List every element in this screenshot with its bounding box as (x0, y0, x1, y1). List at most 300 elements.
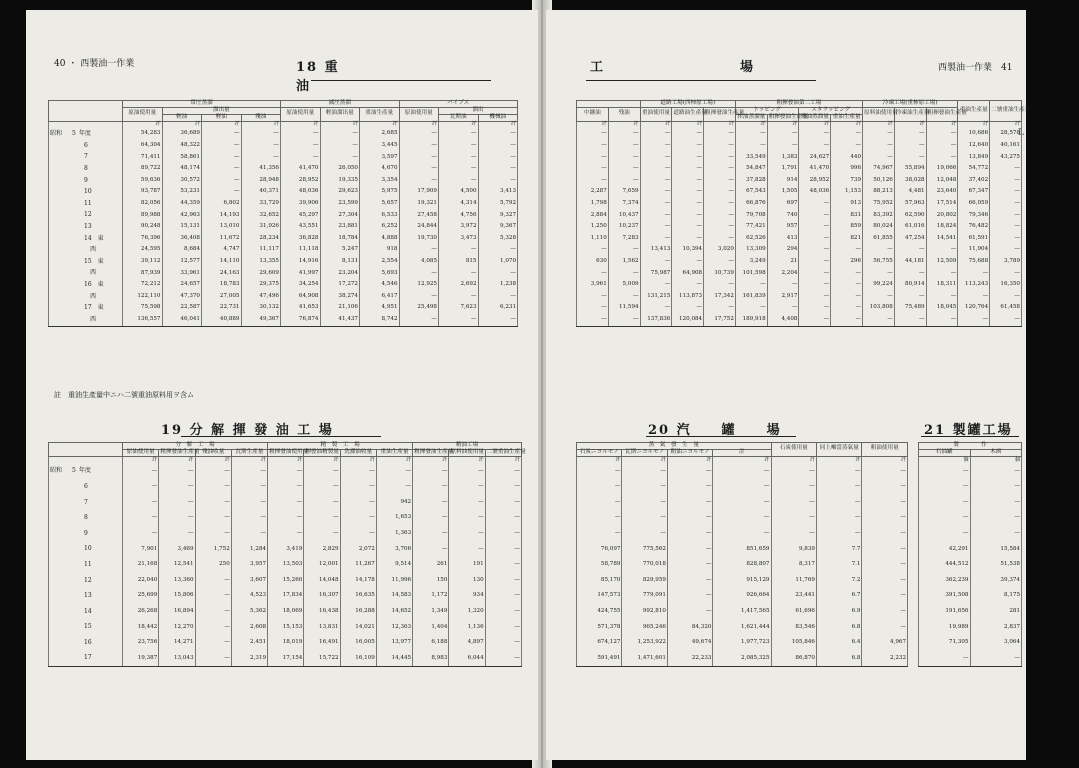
table-cell: 6.7 (816, 588, 861, 604)
table-cell: 1,653 (376, 511, 412, 527)
table-cell: — (281, 152, 321, 164)
table-cell: — (990, 233, 1022, 245)
table-cell: — (799, 140, 831, 152)
column-header: 洗滌油收量 (340, 449, 376, 456)
table-cell: 914 (767, 175, 799, 187)
table-cell: 5,792 (478, 198, 518, 210)
table-cell: — (735, 302, 767, 314)
table-cell: — (640, 221, 672, 233)
table-row (577, 314, 1022, 326)
table-cell: — (672, 140, 704, 152)
table-cell: 1,136 (449, 620, 485, 636)
column-header: 粗揮發油生產量 (704, 107, 736, 121)
year-cell (49, 651, 123, 667)
table-cell: 16,005 (340, 635, 376, 651)
table-cell: — (926, 129, 958, 141)
table-cell: 99,224 (863, 279, 895, 291)
plant-label: 東 (97, 257, 104, 265)
table-cell: — (413, 479, 449, 495)
table-cell: — (970, 479, 1022, 495)
table-cell: 4,314 (439, 198, 479, 210)
table-cell: 3,249 (735, 256, 767, 268)
table-cell: — (195, 588, 231, 604)
unit-row (577, 456, 908, 464)
year-label: 10 (84, 545, 92, 553)
year-label: 8 (84, 165, 88, 172)
table-cell: 26,050 (320, 163, 360, 175)
table-cell: 14,178 (340, 573, 376, 589)
unit-cell: 竏 (771, 456, 816, 464)
table-cell: 28,234 (241, 233, 281, 245)
column-header: 木函 (970, 449, 1022, 456)
unit-cell: 竏 (320, 121, 360, 129)
table-cell: — (268, 526, 304, 542)
table-cell: — (577, 314, 609, 326)
table-cell: 71,305 (919, 635, 971, 651)
table-cell: — (816, 479, 861, 495)
table-cell: — (413, 542, 449, 558)
column-header: 道路油生產量 (672, 107, 704, 121)
table-cell: 17,909 (399, 187, 439, 199)
table-cell: 5,693 (360, 268, 400, 280)
table-cell: — (340, 526, 376, 542)
table-cell: 150 (413, 573, 449, 589)
table-cell: 56,755 (863, 256, 895, 268)
table-cell: 34,254 (281, 279, 321, 291)
table-cell: — (919, 511, 971, 527)
unit-cell: 竏 (735, 121, 767, 129)
table-cell: 31,926 (241, 221, 281, 233)
year-cell (49, 604, 123, 620)
table-cell: — (577, 302, 609, 314)
table-cell: — (735, 140, 767, 152)
table-cell: — (771, 479, 816, 495)
year-cell (49, 573, 123, 589)
table-cell: — (399, 291, 439, 303)
year-label: 9 (84, 529, 88, 537)
column-header: 重油生產量 (360, 107, 400, 121)
table-cell: — (926, 140, 958, 152)
table-cell: 413 (767, 233, 799, 245)
table-cell: — (577, 291, 609, 303)
table-cell: 1,505 (767, 187, 799, 199)
column-header: 重油生產量 (958, 101, 990, 122)
heavy-oil-table-right (576, 100, 1031, 327)
table-cell: 86,870 (771, 651, 816, 667)
table-cell: — (863, 152, 895, 164)
table-cell: 75,489 (894, 302, 926, 314)
table-cell: — (672, 210, 704, 222)
table-cell: 6.8 (816, 620, 861, 636)
table-row (577, 291, 1022, 303)
table-cell: 965,246 (622, 620, 667, 636)
table-row (577, 557, 908, 573)
table-cell: 61,591 (958, 233, 990, 245)
table-cell: 440 (831, 152, 863, 164)
table-cell: 4,888 (360, 233, 400, 245)
table-cell: — (449, 495, 485, 511)
year-cell (49, 279, 123, 291)
sub-group-header: スタラッピング (799, 107, 863, 114)
table-cell: — (831, 129, 863, 141)
table-cell: 5,975 (360, 187, 400, 199)
column-header: 粗揮發油生產量 (926, 107, 958, 121)
table-cell: 1,977,723 (713, 635, 771, 651)
column-header: 重油生產量 (832, 113, 861, 120)
sub-group-header: 溜出 (439, 107, 518, 114)
table-cell: 12,577 (162, 256, 202, 268)
unit-cell: 竏 (123, 121, 163, 129)
table-cell: 58,789 (577, 557, 622, 573)
unit-row (577, 121, 1022, 129)
table-cell: 61,016 (894, 221, 926, 233)
table-cell: 77,421 (735, 221, 767, 233)
table-cell: 131,215 (640, 291, 672, 303)
table-cell: 992,810 (622, 604, 667, 620)
table-cell: — (990, 245, 1022, 257)
table-row (919, 479, 1022, 495)
unit-cell: 竏 (713, 456, 771, 464)
table-cell: — (123, 495, 159, 511)
table-cell: — (399, 163, 439, 175)
column-header: 粗揮發油生產量 (160, 448, 200, 455)
table-cell: — (894, 268, 926, 280)
table-cell: — (816, 464, 861, 480)
unit-cell: 竏 (162, 121, 202, 129)
table-cell: — (672, 175, 704, 187)
unit-cell: 竏 (202, 121, 242, 129)
unit-cell: 竏 (577, 456, 622, 464)
table-cell: 4,747 (202, 245, 242, 257)
table-cell: 43,551 (281, 221, 321, 233)
table-cell: — (304, 495, 340, 511)
table-cell: 281 (970, 604, 1022, 620)
table-cell: — (990, 314, 1022, 326)
table-cell: 12,541 (159, 557, 195, 573)
table-cell: — (862, 620, 908, 636)
table-row (577, 140, 1022, 152)
table-cell: 28,952 (281, 175, 321, 187)
table-cell: 14,445 (376, 651, 412, 667)
table-cell: — (577, 495, 622, 511)
table-cell: 1,110 (577, 233, 609, 245)
table-cell: — (667, 604, 712, 620)
table-cell: 47,254 (894, 233, 926, 245)
table-cell: 14,110 (202, 256, 242, 268)
unit-cell: 竏 (958, 121, 990, 129)
table-cell: — (926, 291, 958, 303)
table-cell: 1,238 (478, 279, 518, 291)
table-cell: — (399, 140, 439, 152)
unit-cell: 竏 (376, 456, 412, 464)
table-cell: — (439, 175, 479, 187)
table-cell: 46,041 (162, 314, 202, 326)
table-cell: — (304, 526, 340, 542)
table-cell: — (622, 495, 667, 511)
table-cell: 2,829 (304, 542, 340, 558)
table-cell: — (704, 279, 736, 291)
table-cell: — (799, 314, 831, 326)
table-cell: — (449, 526, 485, 542)
table-cell: 15,131 (162, 221, 202, 233)
table-cell: 2,072 (340, 542, 376, 558)
table-row (919, 573, 1022, 589)
unit-cell: 竏 (123, 456, 159, 464)
table-cell: — (268, 511, 304, 527)
year-cell (49, 314, 123, 326)
table-cell: — (958, 291, 990, 303)
table-cell: — (231, 495, 267, 511)
table-cell: 28,948 (241, 175, 281, 187)
year-label: 12 (84, 211, 92, 219)
table-cell: — (958, 268, 990, 280)
table-cell: 191 (449, 557, 485, 573)
year-cell (49, 163, 123, 175)
table-cell: — (123, 479, 159, 495)
table-cell: 1,471,601 (622, 651, 667, 667)
table-cell: 67,347 (958, 187, 990, 199)
year-suffix: 年度 (78, 130, 91, 138)
unit-cell: 竏 (926, 121, 958, 129)
table-cell: 49,367 (241, 314, 281, 326)
table-cell: — (863, 245, 895, 257)
table-cell: — (970, 511, 1022, 527)
table-cell: — (413, 526, 449, 542)
table-cell: 926,664 (713, 588, 771, 604)
table-row (49, 221, 518, 233)
plant-label: 西 (90, 315, 97, 323)
table-cell: — (713, 479, 771, 495)
table-cell: — (577, 526, 622, 542)
table-cell: 3,597 (360, 152, 400, 164)
table-cell: 5,247 (320, 245, 360, 257)
table-cell: — (704, 187, 736, 199)
year-cell (49, 511, 123, 527)
table-cell: 1,417,565 (713, 604, 771, 620)
group-header: 蒸 氣 發 生 量 (577, 443, 772, 450)
table-cell: — (159, 479, 195, 495)
table-cell: 87,939 (123, 268, 163, 280)
plant-label: 東 (97, 234, 104, 242)
table-cell: 74,967 (863, 163, 895, 175)
table-cell: — (304, 511, 340, 527)
column-header: 輕油溜出量 (320, 107, 360, 121)
table-cell: 4,523 (231, 588, 267, 604)
table-cell: — (202, 152, 242, 164)
column-header: 粗油ニヨルモノ (667, 449, 712, 456)
table-row (577, 245, 1022, 257)
table-cell: 24,657 (162, 279, 202, 291)
table-row (577, 464, 908, 480)
table-row (577, 279, 1022, 291)
table-cell: 17,752 (704, 314, 736, 326)
table-cell: 15,260 (268, 573, 304, 589)
table-cell: — (862, 573, 908, 589)
unit-cell: 竏 (485, 456, 521, 464)
table-cell: 11,117 (241, 245, 281, 257)
table-cell: — (202, 140, 242, 152)
table-cell: 942 (376, 495, 412, 511)
unit-cell: 個 (919, 456, 971, 464)
table-cell: 30,572 (162, 175, 202, 187)
title-underline (181, 436, 381, 437)
table-cell: 53,231 (162, 187, 202, 199)
table-cell: — (485, 542, 521, 558)
table-cell: — (608, 291, 640, 303)
table-cell: 45,297 (281, 210, 321, 222)
table-row (49, 635, 522, 651)
table-cell: 19,066 (926, 163, 958, 175)
plant-label: 東 (97, 280, 104, 288)
year-cell (49, 233, 123, 245)
table-cell: — (640, 256, 672, 268)
table-cell: 83,392 (863, 210, 895, 222)
column-header: 瓦斯ニヨルモノ (622, 449, 667, 456)
table-cell: 23,599 (320, 198, 360, 210)
table-row (919, 588, 1022, 604)
table-cell: 8,983 (413, 651, 449, 667)
table-body (919, 456, 1022, 667)
plant-label: 西 (90, 269, 97, 277)
unit-cell: 竏 (340, 456, 376, 464)
table-cell: 55,894 (894, 163, 926, 175)
table-cell: — (767, 279, 799, 291)
table-cell: — (672, 187, 704, 199)
table-cell: 7.1 (816, 557, 861, 573)
table-cell: — (622, 526, 667, 542)
table-cell: — (894, 245, 926, 257)
table-cell: 16,438 (304, 604, 340, 620)
table-cell: — (281, 129, 321, 141)
table-row (577, 511, 908, 527)
table-cell: — (577, 268, 609, 280)
unit-cell: 竏 (704, 121, 736, 129)
table-cell: 18,783 (202, 279, 242, 291)
unit-cell: 竏 (990, 121, 1022, 129)
table-cell: 47,370 (162, 291, 202, 303)
year-cell (49, 187, 123, 199)
table-cell: 25,498 (399, 302, 439, 314)
table-cell: — (862, 542, 908, 558)
sub-group-header: トッピング (735, 107, 799, 114)
table-cell: — (799, 256, 831, 268)
table-cell: — (831, 268, 863, 280)
table-cell: — (990, 268, 1022, 280)
table-cell: — (919, 479, 971, 495)
table-cell: 1,562 (608, 256, 640, 268)
table-cell: 7,623 (439, 302, 479, 314)
table-cell: — (704, 140, 736, 152)
table-cell: — (862, 526, 908, 542)
table-cell: — (672, 279, 704, 291)
table-cell: — (478, 129, 518, 141)
table-cell: — (894, 140, 926, 152)
year-label: 7 (84, 498, 88, 506)
table-cell: — (640, 129, 672, 141)
table-cell: 40,889 (202, 314, 242, 326)
unit-cell: 竏 (439, 121, 479, 129)
table-cell: 30,132 (241, 302, 281, 314)
table-cell: 80,024 (863, 221, 895, 233)
table-cell: 1,320 (449, 604, 485, 620)
table-cell: 8,131 (320, 256, 360, 268)
table-cell: 591,491 (577, 651, 622, 667)
table-cell: — (478, 140, 518, 152)
table-cell: — (799, 291, 831, 303)
table-cell: 11,672 (202, 233, 242, 245)
table-cell: 36,689 (162, 129, 202, 141)
table-cell: — (399, 175, 439, 187)
table-cell: 161,839 (735, 291, 767, 303)
table-cell: — (622, 479, 667, 495)
table-cell: 6,188 (413, 635, 449, 651)
table-row (577, 256, 1022, 268)
table-cell: 82,056 (123, 198, 163, 210)
table-cell: — (990, 291, 1022, 303)
year-label: 14 (84, 607, 92, 615)
table-cell: 18,019 (268, 635, 304, 651)
table-cell: 75,688 (958, 256, 990, 268)
table-cell: 29,609 (241, 268, 281, 280)
table-cell: — (640, 140, 672, 152)
table-cell: — (767, 140, 799, 152)
table-row (577, 620, 908, 636)
table-cell: 6,533 (360, 210, 400, 222)
unit-cell: 竏 (622, 456, 667, 464)
year-cell (49, 542, 123, 558)
table-cell: — (577, 479, 622, 495)
table-cell: — (608, 163, 640, 175)
table-cell: 918 (360, 245, 400, 257)
table-cell: 8,317 (771, 557, 816, 573)
table-cell: — (919, 651, 971, 667)
table-cell: 1,752 (195, 542, 231, 558)
table-cell: 76,482 (958, 221, 990, 233)
table-row (49, 479, 522, 495)
table-cell: — (195, 604, 231, 620)
unit-cell: 竏 (799, 121, 831, 129)
table-cell: 3,445 (360, 140, 400, 152)
table-cell: — (439, 314, 479, 326)
table-cell: 296 (831, 256, 863, 268)
table-row (577, 495, 908, 511)
table-cell: 3,972 (439, 221, 479, 233)
table-cell: 779,091 (622, 588, 667, 604)
table-cell: — (704, 175, 736, 187)
table-cell: — (449, 511, 485, 527)
table-cell: 23,881 (320, 221, 360, 233)
table-cell: — (672, 163, 704, 175)
table-cell: 996 (831, 163, 863, 175)
year-label: 6 (84, 482, 88, 490)
table-row (919, 542, 1022, 558)
table-cell: — (970, 495, 1022, 511)
table-row (577, 187, 1022, 199)
table-cell: 6,417 (360, 291, 400, 303)
table-cell: 11,904 (958, 245, 990, 257)
table-cell: 424,755 (577, 604, 622, 620)
table-cell: 7,901 (123, 542, 159, 558)
table-cell: 14,021 (340, 620, 376, 636)
table-cell: — (622, 464, 667, 480)
table-row (49, 302, 518, 314)
table-cell: — (799, 268, 831, 280)
table-cell: 19,321 (399, 198, 439, 210)
table-cell: 13,043 (159, 651, 195, 667)
table-cell: 13,977 (376, 635, 412, 651)
table-cell: 1,798 (577, 198, 609, 210)
table-cell: 13,831 (304, 620, 340, 636)
